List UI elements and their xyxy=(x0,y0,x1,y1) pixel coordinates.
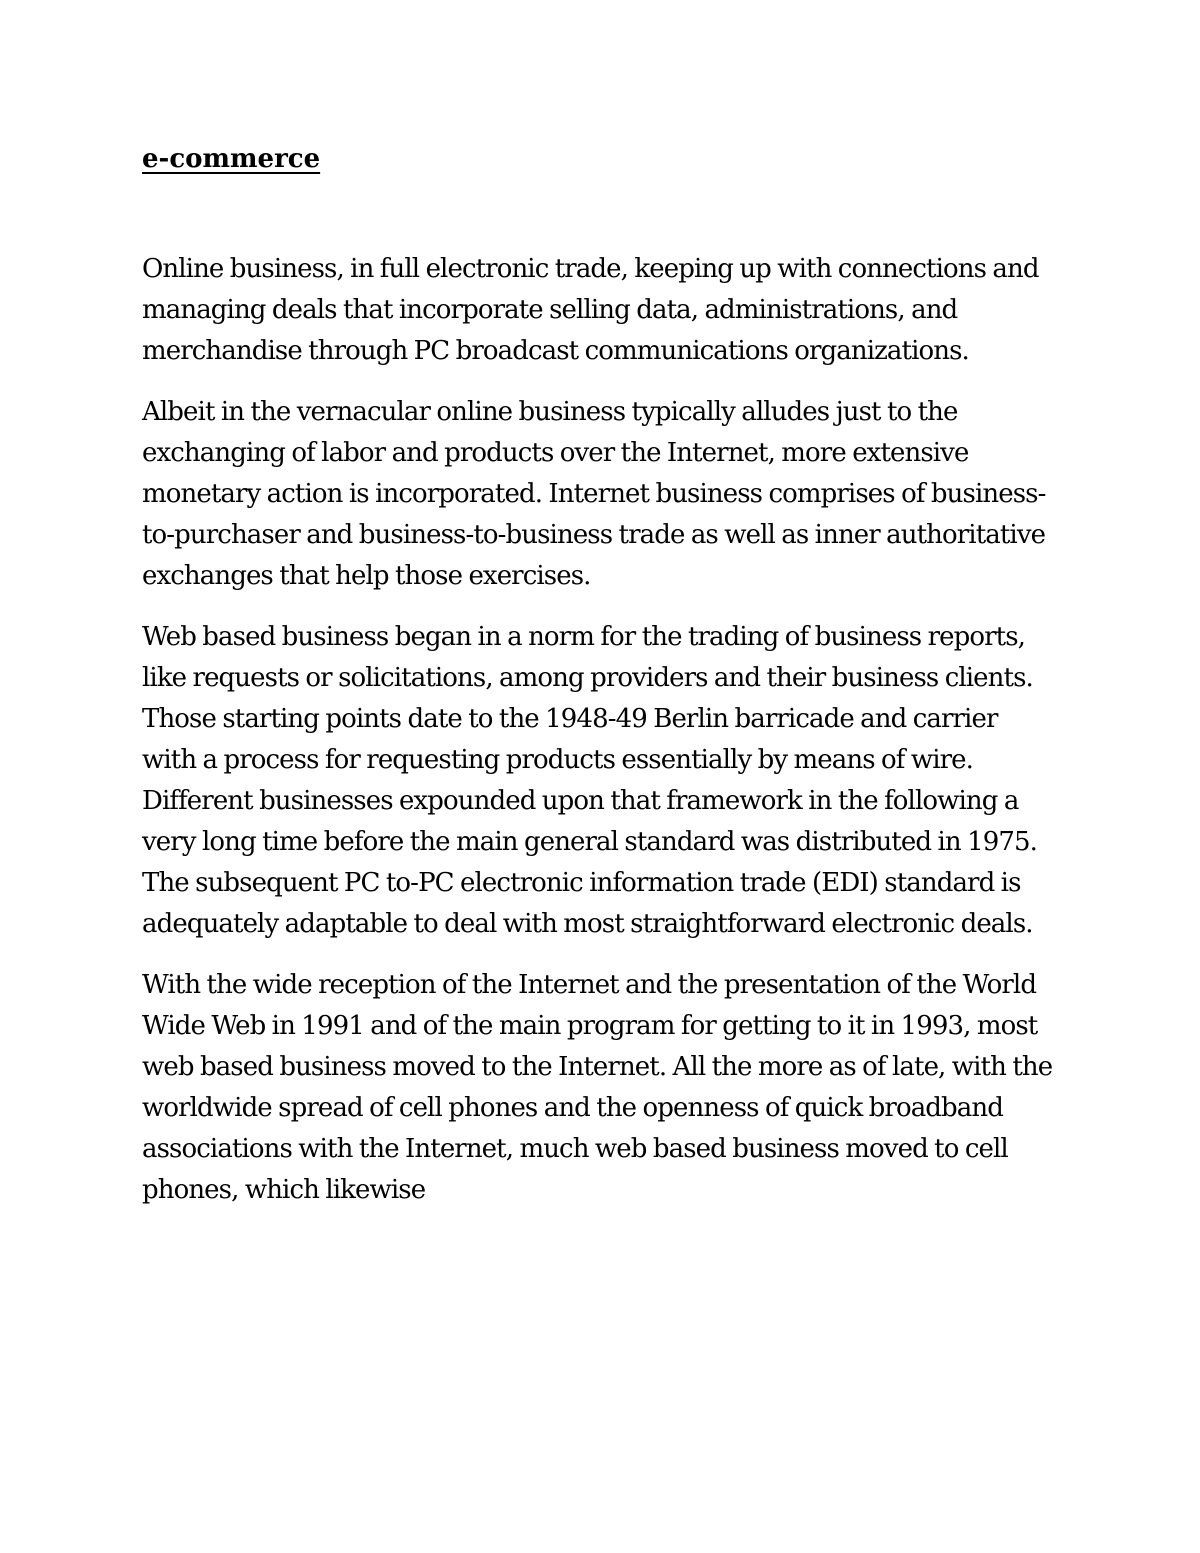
document-title: e-commerce xyxy=(142,144,321,174)
document-body xyxy=(142,249,1057,1231)
paragraph-3: Web based business began in a norm for the trading of business reports, like requests or solicitations, among providers and their business clients. Those starting points date to the 1948-49 Berlin barricade and carrier with a process for requesting products essentially by means of wire. Different businesses expounded upon that framework in the following a very long time before the main general standard was distributed in 1975. The subsequent PC to-PC electronic information trade (EDI) standard is adequately adaptable to deal with most straightforward electronic deals. xyxy=(142,622,1037,939)
paragraph-4: With the wide reception of the Internet and the presentation of the World Wide Web in 1991 and of the main program for getting to it in 1993, most web based business moved to the Internet. All the more as of late, with the worldwide spread of cell phones and the openness of quick broadband associations with the Internet, much web based business moved to cell phones, which likewise xyxy=(142,970,1053,1205)
paragraph-1: Online business, in full electronic trade, keeping up with connections and managing deals that incorporate selling data, administrations, and merchandise through PC broadcast communications organizations. xyxy=(142,254,1039,366)
paragraph-2: Albeit in the vernacular online business typically alludes just to the exchanging of labor and products over the Internet, more extensive monetary action is incorporated. Internet business comprises of business-to-purchaser and business-to-business trade as well as inner authoritative exchanges that help those exercises. xyxy=(142,397,1046,591)
